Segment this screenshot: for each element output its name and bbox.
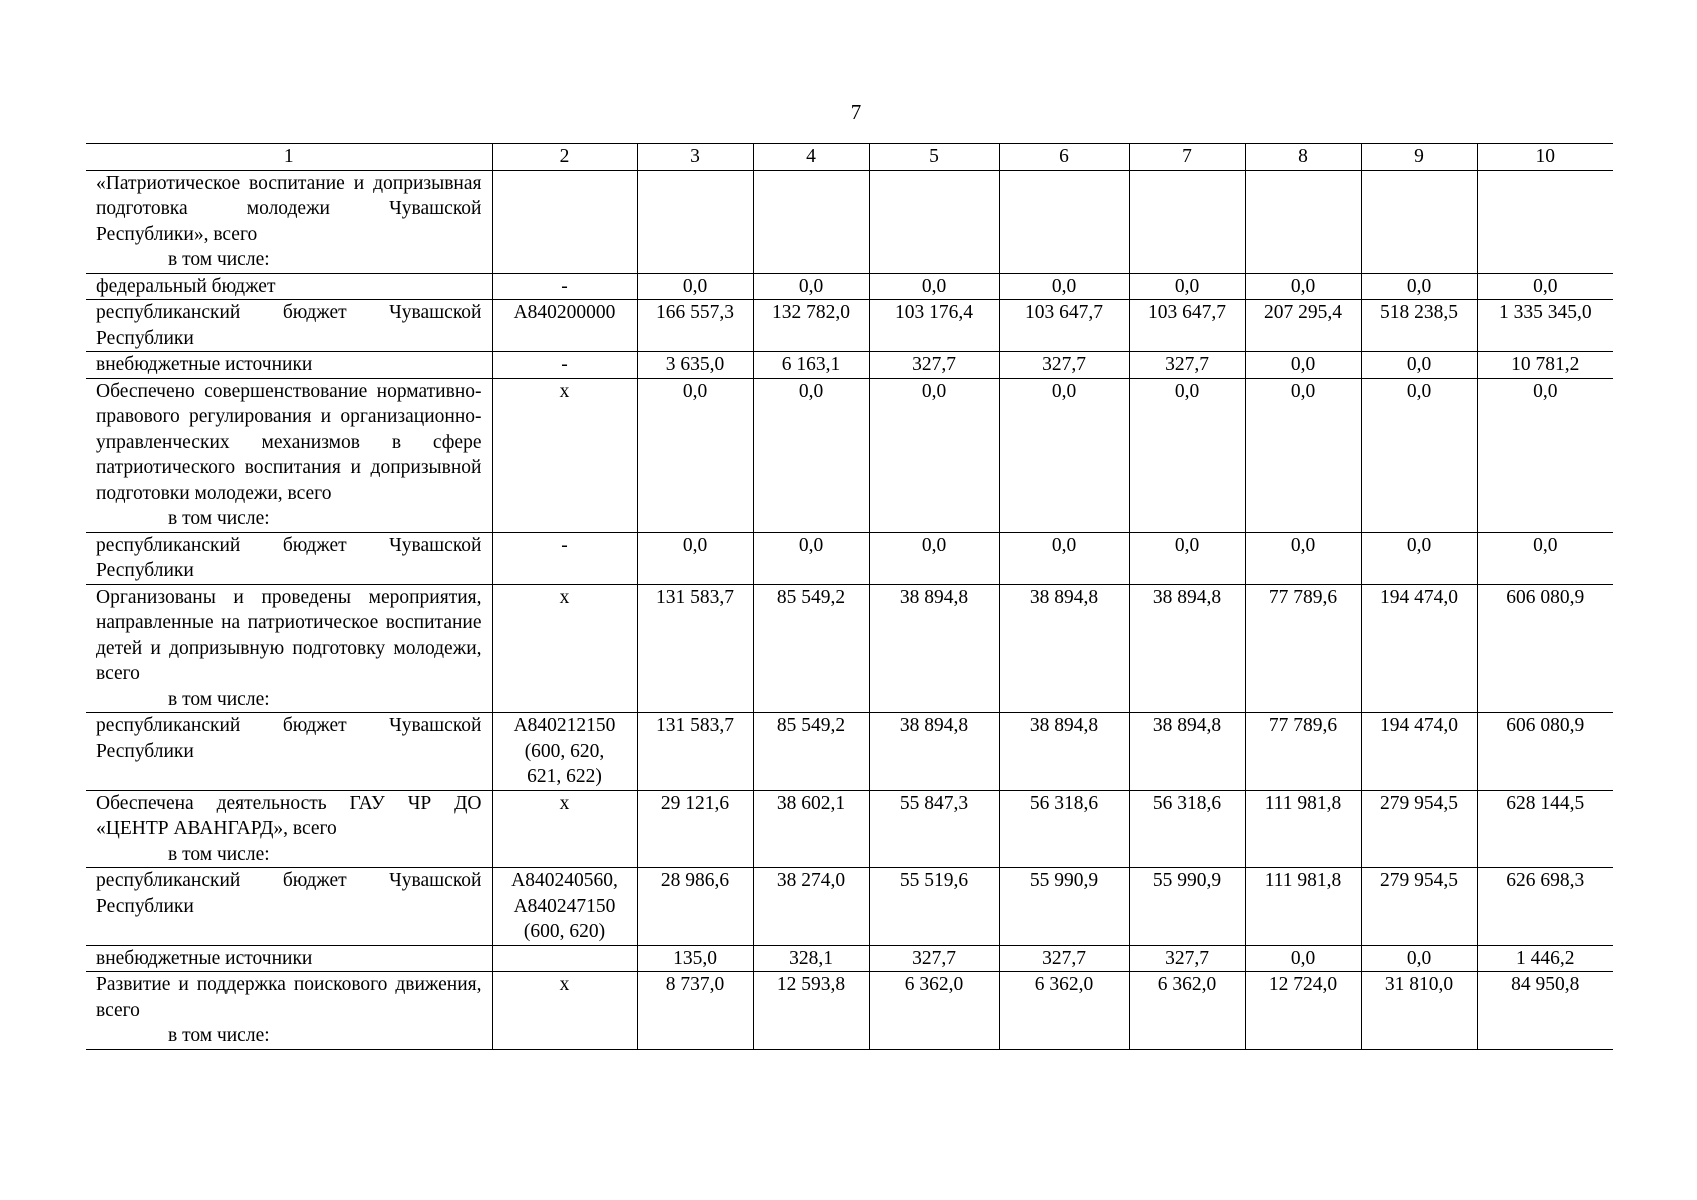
- table-row: [86, 713, 1613, 791]
- amount-cell: 56 318,6: [999, 790, 1129, 868]
- amount-cell: 0,0: [1361, 945, 1477, 972]
- amount-cell: 626 698,3: [1477, 868, 1613, 946]
- row-name-cell: [86, 300, 492, 352]
- amount-cell: [1361, 170, 1477, 273]
- amount-cell: 0,0: [1361, 378, 1477, 532]
- page-number: 7: [850, 100, 862, 124]
- amount-cell: 131 583,7: [637, 713, 753, 791]
- amount-cell: 1 335 345,0: [1477, 300, 1613, 352]
- amount-cell: 0,0: [753, 273, 869, 300]
- amount-cell: 0,0: [869, 378, 999, 532]
- table-row: [86, 868, 1613, 946]
- amount-cell: 6 362,0: [1129, 972, 1245, 1050]
- table-row: [86, 273, 1613, 300]
- amount-cell: 0,0: [753, 378, 869, 532]
- row-name: внебюджетные источники: [96, 354, 313, 375]
- amount-cell: 166 557,3: [637, 300, 753, 352]
- amount-cell: [1477, 170, 1613, 273]
- amount-cell: 103 647,7: [1129, 300, 1245, 352]
- amount-cell: 38 894,8: [869, 713, 999, 791]
- amount-cell: 0,0: [1245, 945, 1361, 972]
- row-name-cell: [86, 972, 492, 1050]
- amount-cell: 327,7: [1129, 945, 1245, 972]
- amount-cell: 38 894,8: [1129, 713, 1245, 791]
- row-name: республиканский бюджет Чувашской Республики: [96, 870, 482, 917]
- amount-cell: 0,0: [753, 532, 869, 584]
- row-name-cell: [86, 273, 492, 300]
- amount-cell: [637, 170, 753, 273]
- amount-cell: 0,0: [1361, 273, 1477, 300]
- row-subnote: в том числе:: [168, 249, 270, 270]
- amount-cell: 38 894,8: [1129, 584, 1245, 713]
- amount-cell: 327,7: [999, 945, 1129, 972]
- amount-cell: 328,1: [753, 945, 869, 972]
- amount-cell: 55 990,9: [999, 868, 1129, 946]
- row-subnote: в том числе:: [168, 688, 270, 710]
- budget-code-cell: х: [492, 584, 637, 713]
- row-name: внебюджетные источники: [96, 947, 313, 969]
- amount-cell: 3 635,0: [637, 352, 753, 379]
- amount-cell: 12 724,0: [1245, 972, 1361, 1050]
- amount-cell: 77 789,6: [1245, 713, 1361, 791]
- column-header: 7: [1129, 144, 1245, 171]
- amount-cell: 0,0: [637, 273, 753, 300]
- amount-cell: 6 362,0: [999, 972, 1129, 1050]
- amount-cell: 6 362,0: [869, 972, 999, 1050]
- amount-cell: 0,0: [1129, 273, 1245, 300]
- amount-cell: [1245, 170, 1361, 273]
- table-row: [86, 300, 1613, 352]
- row-name-cell: [86, 170, 492, 273]
- budget-code-cell: -: [492, 273, 637, 300]
- row-name: Организованы и проведены мероприятия, направленные на патриотическое воспитание детей и допризывную подготовку молодежи, всего: [96, 586, 482, 684]
- amount-cell: 56 318,6: [1129, 790, 1245, 868]
- amount-cell: [869, 170, 999, 273]
- amount-cell: 327,7: [869, 945, 999, 972]
- amount-cell: [1129, 170, 1245, 273]
- amount-cell: 0,0: [1245, 352, 1361, 379]
- row-name-cell: [86, 584, 492, 713]
- amount-cell: 0,0: [1477, 378, 1613, 532]
- budget-code-cell: х: [492, 972, 637, 1050]
- amount-cell: 111 981,8: [1245, 868, 1361, 946]
- amount-cell: 103 176,4: [869, 300, 999, 352]
- amount-cell: 10 781,2: [1477, 352, 1613, 379]
- column-header: 5: [869, 144, 999, 171]
- row-name-cell: [86, 790, 492, 868]
- column-header: 4: [753, 144, 869, 171]
- amount-cell: 0,0: [1477, 273, 1613, 300]
- row-name: республиканский бюджет Чувашской Республики: [96, 534, 482, 581]
- amount-cell: 85 549,2: [753, 584, 869, 713]
- row-name: «Патриотическое воспитание и допризывная подготовка молодежи Чувашской Республики», всего: [96, 172, 482, 245]
- amount-cell: 28 986,6: [637, 868, 753, 946]
- amount-cell: 55 847,3: [869, 790, 999, 868]
- amount-cell: 55 519,6: [869, 868, 999, 946]
- budget-code-cell: А840240560, А840247150 (600, 620): [492, 868, 637, 946]
- amount-cell: 279 954,5: [1361, 790, 1477, 868]
- table-row: [86, 790, 1613, 868]
- table-body: [86, 144, 1613, 1050]
- amount-cell: 1 446,2: [1477, 945, 1613, 972]
- amount-cell: 12 593,8: [753, 972, 869, 1050]
- amount-cell: [753, 170, 869, 273]
- table-row: [86, 584, 1613, 713]
- amount-cell: 194 474,0: [1361, 584, 1477, 713]
- amount-cell: 0,0: [999, 378, 1129, 532]
- amount-cell: 84 950,8: [1477, 972, 1613, 1050]
- amount-cell: 0,0: [869, 532, 999, 584]
- budget-code-cell: А840200000: [492, 300, 637, 352]
- row-subnote: в том числе:: [168, 1025, 270, 1046]
- budget-code-cell: х: [492, 790, 637, 868]
- table-row: [86, 945, 1613, 972]
- row-name: федеральный бюджет: [96, 275, 276, 297]
- amount-cell: 0,0: [637, 378, 753, 532]
- column-header: 8: [1245, 144, 1361, 171]
- row-name: Обеспечена деятельность ГАУ ЧР ДО «ЦЕНТР АВАНГАРД», всего: [96, 792, 482, 839]
- amount-cell: 194 474,0: [1361, 713, 1477, 791]
- amount-cell: 606 080,9: [1477, 584, 1613, 713]
- amount-cell: 31 810,0: [1361, 972, 1477, 1050]
- row-name-cell: [86, 378, 492, 532]
- amount-cell: 518 238,5: [1361, 300, 1477, 352]
- amount-cell: 628 144,5: [1477, 790, 1613, 868]
- amount-cell: 85 549,2: [753, 713, 869, 791]
- row-name-cell: [86, 532, 492, 584]
- row-name: Развитие и поддержка поискового движения, всего: [96, 974, 482, 1021]
- row-name: республиканский бюджет Чувашской Республики: [96, 302, 482, 349]
- column-number-header-row: [86, 144, 1613, 171]
- row-name-cell: [86, 352, 492, 379]
- amount-cell: 131 583,7: [637, 584, 753, 713]
- column-header: 1: [86, 144, 492, 171]
- table-row: [86, 378, 1613, 532]
- column-header: 9: [1361, 144, 1477, 171]
- amount-cell: 55 990,9: [1129, 868, 1245, 946]
- budget-code-cell: -: [492, 532, 637, 584]
- amount-cell: 6 163,1: [753, 352, 869, 379]
- amount-cell: 606 080,9: [1477, 713, 1613, 791]
- amount-cell: [999, 170, 1129, 273]
- amount-cell: 279 954,5: [1361, 868, 1477, 946]
- amount-cell: 327,7: [869, 352, 999, 379]
- amount-cell: 0,0: [1245, 273, 1361, 300]
- amount-cell: 38 894,8: [999, 713, 1129, 791]
- amount-cell: 0,0: [999, 532, 1129, 584]
- table-row: [86, 532, 1613, 584]
- budget-code-cell: -: [492, 352, 637, 379]
- table-row: [86, 352, 1613, 379]
- row-subnote: в том числе:: [168, 508, 270, 529]
- budget-code-cell: [492, 170, 637, 273]
- amount-cell: 132 782,0: [753, 300, 869, 352]
- amount-cell: 38 602,1: [753, 790, 869, 868]
- amount-cell: 0,0: [1477, 532, 1613, 584]
- amount-cell: 77 789,6: [1245, 584, 1361, 713]
- amount-cell: 38 894,8: [869, 584, 999, 713]
- row-name: Обеспечено совершенствование нормативно-правового регулирования и организационно-управленческих механизмов в сфере патриотического воспитания и допризывной подготовки молодежи, всего: [96, 380, 482, 504]
- amount-cell: 111 981,8: [1245, 790, 1361, 868]
- amount-cell: 207 295,4: [1245, 300, 1361, 352]
- row-subnote: в том числе:: [168, 843, 270, 865]
- column-header: 2: [492, 144, 637, 171]
- amount-cell: 29 121,6: [637, 790, 753, 868]
- row-name: республиканский бюджет Чувашской Республики: [96, 715, 482, 762]
- amount-cell: 0,0: [999, 273, 1129, 300]
- budget-table: [86, 143, 1613, 1050]
- row-name-cell: [86, 713, 492, 791]
- amount-cell: 0,0: [1245, 532, 1361, 584]
- row-name-cell: [86, 868, 492, 946]
- table-row: [86, 972, 1613, 1050]
- row-name-cell: [86, 945, 492, 972]
- amount-cell: 38 274,0: [753, 868, 869, 946]
- amount-cell: 0,0: [1361, 352, 1477, 379]
- amount-cell: 0,0: [637, 532, 753, 584]
- amount-cell: 0,0: [1361, 532, 1477, 584]
- amount-cell: 135,0: [637, 945, 753, 972]
- column-header: 6: [999, 144, 1129, 171]
- amount-cell: 327,7: [1129, 352, 1245, 379]
- amount-cell: 8 737,0: [637, 972, 753, 1050]
- amount-cell: 327,7: [999, 352, 1129, 379]
- amount-cell: 38 894,8: [999, 584, 1129, 713]
- budget-code-cell: А840212150 (600, 620, 621, 622): [492, 713, 637, 791]
- amount-cell: 0,0: [869, 273, 999, 300]
- column-header: 3: [637, 144, 753, 171]
- budget-code-cell: х: [492, 378, 637, 532]
- amount-cell: 103 647,7: [999, 300, 1129, 352]
- amount-cell: 0,0: [1129, 378, 1245, 532]
- budget-code-cell: [492, 945, 637, 972]
- table-row: [86, 170, 1613, 273]
- amount-cell: 0,0: [1245, 378, 1361, 532]
- column-header: 10: [1477, 144, 1613, 171]
- amount-cell: 0,0: [1129, 532, 1245, 584]
